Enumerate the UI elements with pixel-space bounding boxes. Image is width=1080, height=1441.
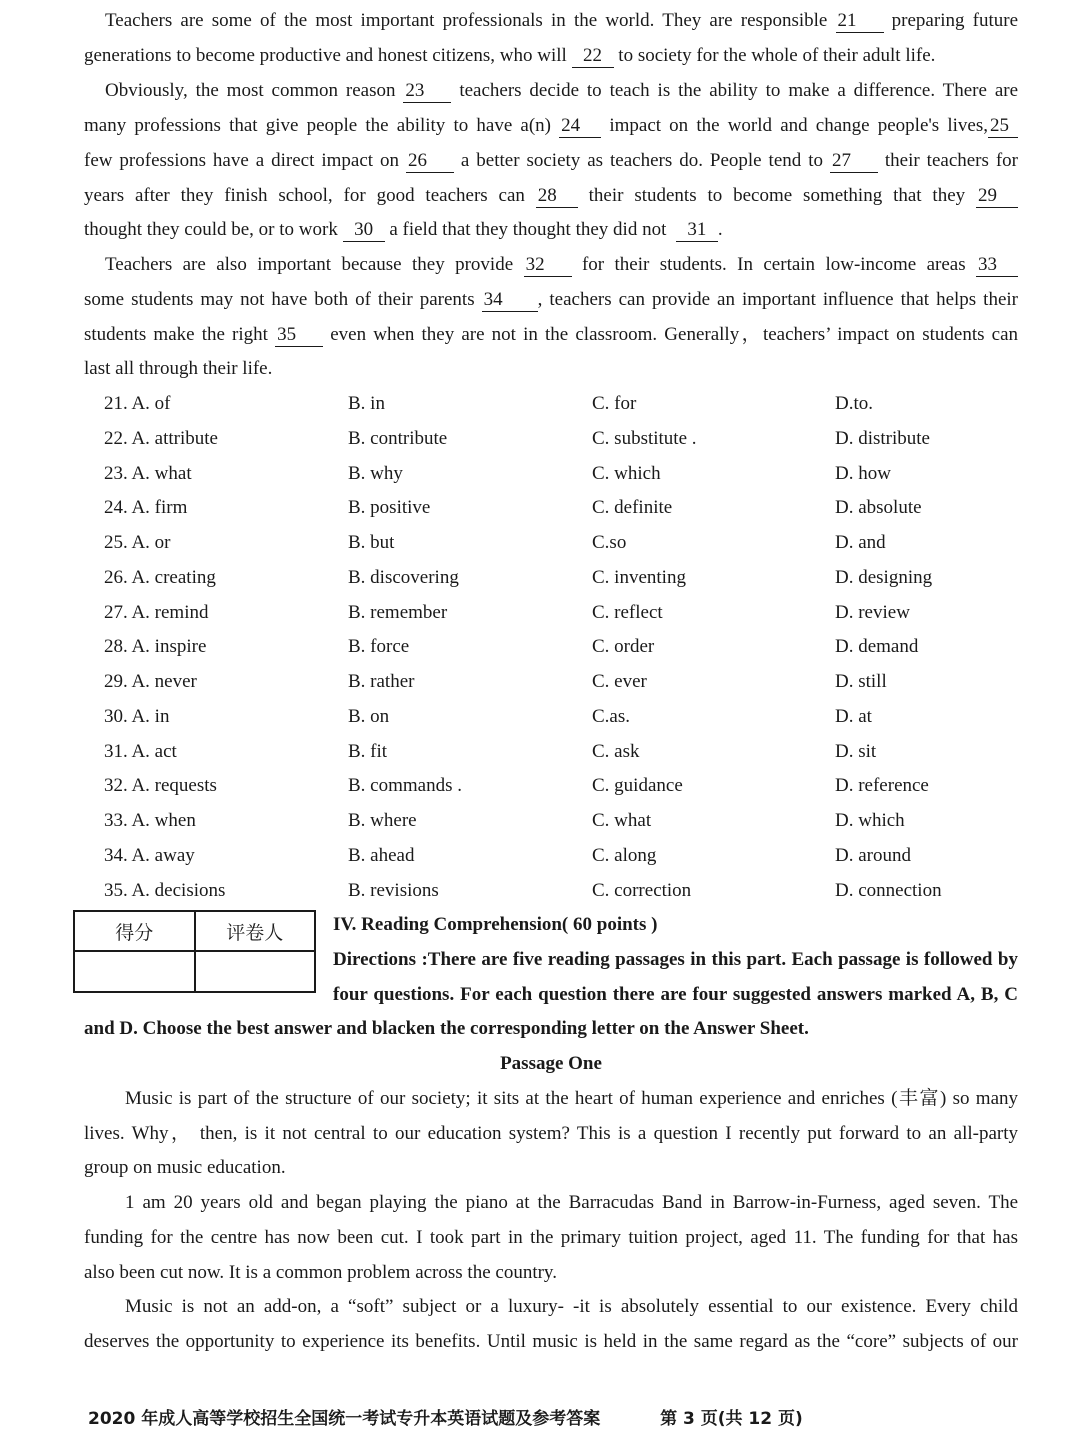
blank-25: 25 bbox=[988, 115, 1018, 138]
directions-line3: and D. Choose the best answer and blacken the corresponding letter on the Answer Sheet. bbox=[84, 1018, 809, 1039]
text: a better society as teachers do. People tend to bbox=[460, 150, 823, 171]
blank-28: 28 bbox=[536, 185, 578, 208]
question-row bbox=[104, 842, 1004, 870]
option-a: 31. A. act bbox=[104, 740, 177, 762]
option-a: 21. A. of bbox=[104, 393, 171, 414]
option-b: B. why bbox=[348, 462, 403, 484]
passage-line: 1 am 20 years old and began playing the piano at the Barracudas Band in Barrow-in-Furness, aged seven. The bbox=[125, 1192, 1018, 1213]
text: a field that they thought they did not bbox=[389, 219, 667, 240]
option-a: 28. A. inspire bbox=[104, 636, 207, 658]
option-c: C. reflect bbox=[592, 601, 663, 623]
option-c: C. substitute . bbox=[592, 427, 697, 449]
text: even when they are not in the classroom. Generally，teachers’ impact on students can bbox=[330, 324, 1019, 345]
option-a: 30. A. in bbox=[104, 705, 170, 727]
grader-header: 评卷人 bbox=[195, 911, 316, 951]
blank-22: 22 bbox=[572, 45, 614, 68]
directions-line2: four questions. For each question there are four suggested answers marked A, B, C bbox=[333, 984, 1018, 1005]
question-row bbox=[104, 460, 1004, 488]
cloze-p2-line3 bbox=[84, 147, 1018, 175]
cloze-p3-line2 bbox=[84, 286, 1018, 314]
option-c: C.as. bbox=[592, 705, 630, 727]
option-d: D. demand bbox=[835, 636, 919, 658]
cloze-p1-line1 bbox=[105, 7, 1018, 35]
option-c: C.so bbox=[592, 532, 627, 553]
text: . bbox=[717, 219, 723, 240]
cloze-p1-line2 bbox=[84, 42, 1018, 70]
option-d: D. review bbox=[835, 601, 910, 623]
blank-35: 35 bbox=[275, 324, 323, 347]
option-d: D. distribute bbox=[835, 427, 930, 449]
option-a: 26. A. creating bbox=[104, 566, 216, 588]
option-a: 22. A. attribute bbox=[104, 427, 218, 449]
cloze-p2-line1 bbox=[105, 77, 1018, 105]
question-row bbox=[104, 390, 1004, 418]
passage-line: Music is part of the structure of our society; it sits at the heart of human experience and enriches (丰富) so many bbox=[125, 1088, 1018, 1109]
blank-30: 30 bbox=[343, 219, 385, 242]
option-d: D. reference bbox=[835, 775, 929, 797]
question-row bbox=[104, 494, 1004, 522]
text: Teachers are some of the most important professionals in the world. They are responsible bbox=[105, 10, 828, 31]
option-c: C. inventing bbox=[592, 566, 686, 588]
option-b: B. fit bbox=[348, 740, 388, 762]
cloze-p2-line4 bbox=[84, 182, 1018, 210]
score-header: 得分 bbox=[74, 911, 195, 951]
text: , teachers can provide an important influence that helps their bbox=[537, 289, 1018, 310]
directions-line1: Directions :There are five reading passages in this part. Each passage is followed by bbox=[333, 949, 1018, 970]
option-c: C. guidance bbox=[592, 775, 683, 797]
text: generations to become productive and honest citizens, who will bbox=[84, 45, 567, 66]
option-b: B. positive bbox=[348, 497, 431, 519]
option-d: D. still bbox=[835, 671, 887, 692]
question-row bbox=[104, 633, 1004, 661]
question-row bbox=[104, 877, 1004, 905]
question-row bbox=[104, 564, 1004, 592]
question-row bbox=[104, 703, 1004, 731]
question-row bbox=[104, 772, 1004, 800]
passage-line: group on music education. bbox=[84, 1157, 286, 1178]
text: Obviously, the most common reason bbox=[105, 80, 396, 101]
cloze-p3-line4: last all through their life. bbox=[84, 358, 273, 379]
text: few professions have a direct impact on bbox=[84, 150, 399, 171]
question-row bbox=[104, 425, 1004, 453]
blank-31: 31 bbox=[676, 219, 718, 242]
option-b: B. commands . bbox=[348, 775, 462, 797]
option-d: D. and bbox=[835, 532, 886, 553]
option-b: B. on bbox=[348, 705, 390, 727]
option-d: D. connection bbox=[835, 879, 942, 901]
text: their teachers for bbox=[884, 150, 1019, 171]
cloze-p3-line3 bbox=[84, 321, 1018, 349]
blank-33: 33 bbox=[976, 254, 1018, 277]
score-table bbox=[73, 910, 316, 993]
blank-24: 24 bbox=[559, 115, 601, 138]
passage-line: deserves the opportunity to experience its benefits. Until music is held in the same regard as the “core” subjects of our bbox=[84, 1331, 1018, 1352]
option-b: B. discovering bbox=[348, 566, 459, 588]
question-row bbox=[104, 807, 1004, 835]
option-b: B. but bbox=[348, 532, 395, 553]
option-a: 25. A. or bbox=[104, 532, 171, 553]
text: many professions that give people the ability to have a(n) bbox=[84, 115, 552, 136]
cloze-p2-line2 bbox=[84, 112, 1018, 140]
blank-32: 32 bbox=[524, 254, 572, 277]
text: thought they could be, or to work bbox=[84, 219, 338, 240]
blank-23: 23 bbox=[403, 80, 451, 103]
blank-21: 21 bbox=[836, 10, 884, 33]
text: for their students. In certain low-income areas bbox=[581, 254, 966, 275]
score-cell bbox=[74, 951, 195, 992]
blank-29: 29 bbox=[976, 185, 1018, 208]
option-c: C. which bbox=[592, 462, 661, 484]
cloze-p3-line1 bbox=[105, 251, 1018, 279]
blank-27: 27 bbox=[830, 150, 878, 173]
option-d: D. around bbox=[835, 844, 911, 866]
blank-26: 26 bbox=[406, 150, 454, 173]
option-c: C. for bbox=[592, 393, 637, 414]
option-c: C. ask bbox=[592, 740, 640, 762]
option-b: B. revisions bbox=[348, 879, 439, 901]
option-b: B. ahead bbox=[348, 844, 415, 866]
option-d: D. sit bbox=[835, 740, 877, 762]
option-c: C. definite bbox=[592, 497, 673, 519]
passage-line: funding for the centre has now been cut. I took part in the primary tuition project, aged 11. The funding for that has bbox=[84, 1227, 1018, 1248]
passage-line: lives. Why， then, is it not central to our education system? This is a question I recently put forward to an all-party bbox=[84, 1123, 1018, 1144]
text: students make the right bbox=[84, 324, 268, 345]
option-b: B. rather bbox=[348, 671, 415, 692]
option-b: B. remember bbox=[348, 601, 448, 623]
text: to society for the whole of their adult life. bbox=[618, 45, 936, 66]
footer-title: 2020 年成人高等学校招生全国统一考试专升本英语试题及参考答案 bbox=[88, 1409, 601, 1429]
option-c: C. order bbox=[592, 636, 655, 658]
text: teachers decide to teach is the ability to make a difference. There are bbox=[459, 80, 1019, 101]
option-d: D. designing bbox=[835, 566, 933, 588]
text: their students to become something that they bbox=[588, 185, 966, 206]
option-d: D. absolute bbox=[835, 497, 922, 519]
question-row bbox=[104, 529, 1004, 557]
text: impact on the world and change people's lives, bbox=[609, 115, 988, 136]
option-c: C. what bbox=[592, 810, 652, 831]
option-d: D.to. bbox=[835, 393, 873, 414]
option-a: 27. A. remind bbox=[104, 601, 209, 623]
option-b: B. in bbox=[348, 393, 385, 414]
option-b: B. force bbox=[348, 636, 410, 658]
cloze-p2-line5 bbox=[84, 216, 1018, 244]
text: years after they finish school, for good teachers can bbox=[84, 185, 525, 206]
blank-34: 34 bbox=[482, 289, 538, 312]
text: some students may not have both of their parents bbox=[84, 289, 475, 310]
option-a: 32. A. requests bbox=[104, 775, 217, 797]
grader-cell bbox=[195, 951, 316, 992]
page-footer bbox=[88, 1404, 803, 1429]
option-a: 29. A. never bbox=[104, 671, 197, 692]
option-c: C. along bbox=[592, 844, 657, 866]
text: Teachers are also important because they provide bbox=[105, 254, 514, 275]
option-b: B. where bbox=[348, 810, 417, 831]
option-b: B. contribute bbox=[348, 427, 448, 449]
option-c: C. ever bbox=[592, 671, 647, 692]
option-d: D. how bbox=[835, 462, 891, 484]
option-d: D. at bbox=[835, 705, 872, 727]
option-a: 23. A. what bbox=[104, 462, 192, 484]
text: preparing future bbox=[891, 10, 1019, 31]
page-number: 第 3 页(共 12 页) bbox=[660, 1409, 803, 1429]
option-c: C. correction bbox=[592, 879, 692, 901]
option-a: 33. A. when bbox=[104, 810, 196, 831]
question-row bbox=[104, 738, 1004, 766]
question-row bbox=[104, 599, 1004, 627]
option-a: 34. A. away bbox=[104, 844, 195, 866]
section-title: IV. Reading Comprehension( 60 points ) bbox=[333, 914, 658, 935]
option-a: 24. A. firm bbox=[104, 497, 188, 519]
passage-line: also been cut now. It is a common problem across the country. bbox=[84, 1262, 557, 1283]
option-d: D. which bbox=[835, 810, 905, 831]
question-row bbox=[104, 668, 1004, 696]
passage-line: Music is not an add-on, a “soft” subject or a luxury- -it is absolutely essential to our existence. Every child bbox=[125, 1296, 1018, 1317]
option-a: 35. A. decisions bbox=[104, 879, 226, 901]
passage-title: Passage One bbox=[500, 1053, 602, 1074]
